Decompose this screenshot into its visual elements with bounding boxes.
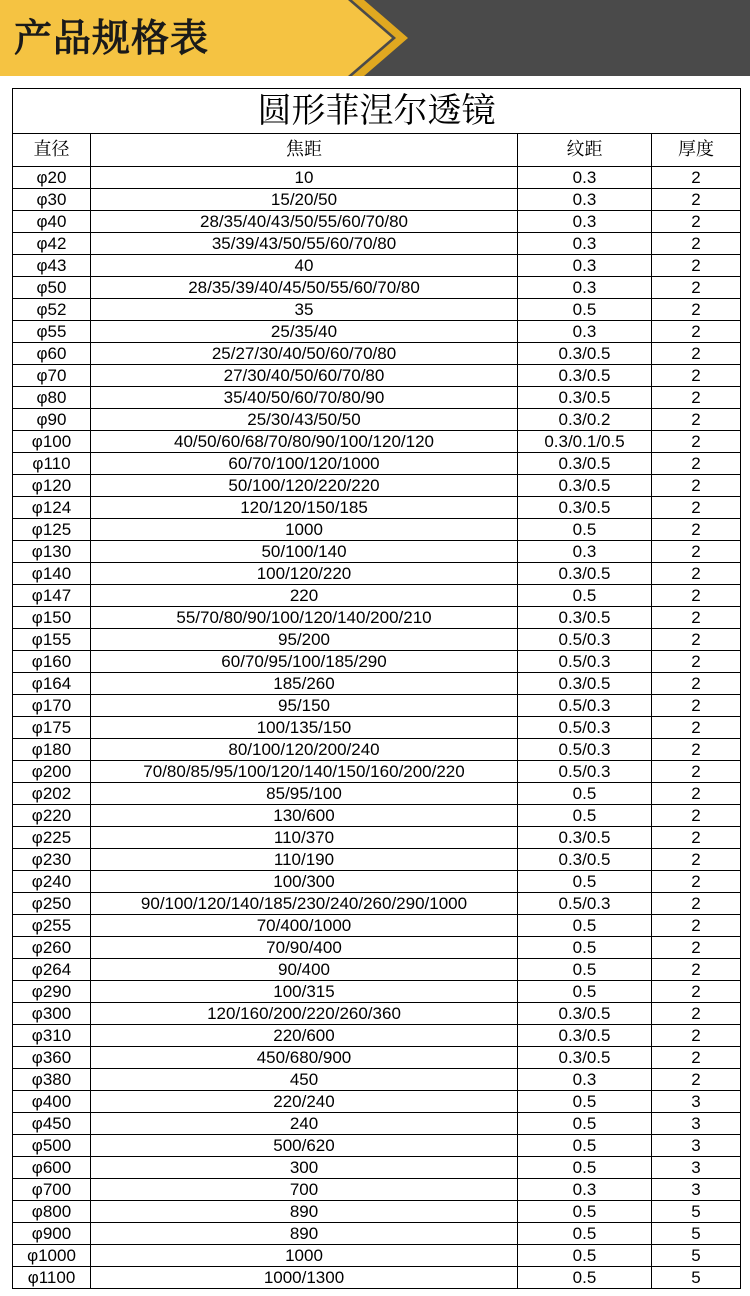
table-row (13, 343, 741, 365)
cell-thickness: 2 (652, 475, 741, 497)
cell-groove-pitch: 0.3/0.5 (518, 453, 652, 475)
table-row (13, 717, 741, 739)
table-row (13, 783, 741, 805)
cell-groove-pitch: 0.3/0.5 (518, 673, 652, 695)
cell-focal-length: 85/95/100 (91, 783, 518, 805)
cell-focal-length: 220/240 (91, 1091, 518, 1113)
cell-diameter: φ180 (13, 739, 91, 761)
cell-groove-pitch: 0.3/0.5 (518, 497, 652, 519)
cell-diameter: φ150 (13, 607, 91, 629)
cell-thickness: 2 (652, 167, 741, 189)
table-row (13, 255, 741, 277)
cell-groove-pitch: 0.3 (518, 321, 652, 343)
table-row (13, 1201, 741, 1223)
cell-thickness: 2 (652, 585, 741, 607)
cell-groove-pitch: 0.3 (518, 255, 652, 277)
cell-focal-length: 90/400 (91, 959, 518, 981)
cell-diameter: φ800 (13, 1201, 91, 1223)
table-row (13, 497, 741, 519)
cell-thickness: 2 (652, 651, 741, 673)
cell-thickness: 2 (652, 1025, 741, 1047)
cell-diameter: φ260 (13, 937, 91, 959)
cell-focal-length: 60/70/100/120/1000 (91, 453, 518, 475)
cell-diameter: φ202 (13, 783, 91, 805)
table-row (13, 431, 741, 453)
cell-focal-length: 55/70/80/90/100/120/140/200/210 (91, 607, 518, 629)
cell-groove-pitch: 0.3 (518, 189, 652, 211)
cell-focal-length: 1000/1300 (91, 1267, 518, 1289)
table-row (13, 629, 741, 651)
cell-thickness: 2 (652, 211, 741, 233)
cell-groove-pitch: 0.3 (518, 1069, 652, 1091)
cell-diameter: φ900 (13, 1223, 91, 1245)
cell-diameter: φ600 (13, 1157, 91, 1179)
cell-groove-pitch: 0.5/0.3 (518, 651, 652, 673)
cell-diameter: φ20 (13, 167, 91, 189)
cell-thickness: 2 (652, 321, 741, 343)
cell-diameter: φ175 (13, 717, 91, 739)
cell-thickness: 2 (652, 959, 741, 981)
cell-diameter: φ300 (13, 1003, 91, 1025)
table-row (13, 915, 741, 937)
cell-groove-pitch: 0.3/0.5 (518, 387, 652, 409)
cell-focal-length: 25/30/43/50/50 (91, 409, 518, 431)
cell-focal-length: 185/260 (91, 673, 518, 695)
cell-thickness: 2 (652, 519, 741, 541)
cell-diameter: φ450 (13, 1113, 91, 1135)
cell-groove-pitch: 0.3 (518, 167, 652, 189)
cell-thickness: 2 (652, 255, 741, 277)
cell-thickness: 2 (652, 233, 741, 255)
cell-groove-pitch: 0.3/0.5 (518, 1025, 652, 1047)
cell-diameter: φ147 (13, 585, 91, 607)
cell-groove-pitch: 0.3 (518, 211, 652, 233)
cell-thickness: 2 (652, 387, 741, 409)
cell-thickness: 5 (652, 1223, 741, 1245)
cell-groove-pitch: 0.5 (518, 871, 652, 893)
cell-groove-pitch: 0.5/0.3 (518, 629, 652, 651)
cell-focal-length: 120/120/150/185 (91, 497, 518, 519)
header-thickness: 厚度 (652, 134, 741, 167)
cell-diameter: φ60 (13, 343, 91, 365)
cell-thickness: 2 (652, 783, 741, 805)
cell-groove-pitch: 0.5 (518, 981, 652, 1003)
cell-diameter: φ125 (13, 519, 91, 541)
table-row (13, 233, 741, 255)
cell-diameter: φ230 (13, 849, 91, 871)
cell-groove-pitch: 0.3 (518, 1179, 652, 1201)
header-diameter: 直径 (13, 134, 91, 167)
cell-diameter: φ225 (13, 827, 91, 849)
table-row (13, 1003, 741, 1025)
table-row (13, 827, 741, 849)
cell-thickness: 5 (652, 1245, 741, 1267)
cell-groove-pitch: 0.3 (518, 541, 652, 563)
cell-diameter: φ1100 (13, 1267, 91, 1289)
cell-diameter: φ170 (13, 695, 91, 717)
cell-focal-length: 25/27/30/40/50/60/70/80 (91, 343, 518, 365)
cell-groove-pitch: 0.5/0.3 (518, 893, 652, 915)
table-row (13, 849, 741, 871)
cell-focal-length: 70/80/85/95/100/120/140/150/160/200/220 (91, 761, 518, 783)
cell-diameter: φ130 (13, 541, 91, 563)
cell-diameter: φ380 (13, 1069, 91, 1091)
cell-groove-pitch: 0.5 (518, 937, 652, 959)
cell-thickness: 2 (652, 805, 741, 827)
cell-groove-pitch: 0.5 (518, 1267, 652, 1289)
cell-focal-length: 15/20/50 (91, 189, 518, 211)
cell-focal-length: 70/90/400 (91, 937, 518, 959)
cell-groove-pitch: 0.3/0.1/0.5 (518, 431, 652, 453)
cell-focal-length: 60/70/95/100/185/290 (91, 651, 518, 673)
cell-focal-length: 100/315 (91, 981, 518, 1003)
cell-diameter: φ40 (13, 211, 91, 233)
header-row (13, 134, 741, 167)
cell-focal-length: 100/135/150 (91, 717, 518, 739)
cell-thickness: 2 (652, 695, 741, 717)
cell-groove-pitch: 0.3/0.5 (518, 1047, 652, 1069)
cell-thickness: 2 (652, 409, 741, 431)
table-row (13, 739, 741, 761)
table-row (13, 1223, 741, 1245)
cell-groove-pitch: 0.3/0.5 (518, 827, 652, 849)
cell-thickness: 2 (652, 365, 741, 387)
cell-focal-length: 35/40/50/60/70/80/90 (91, 387, 518, 409)
cell-focal-length: 25/35/40 (91, 321, 518, 343)
cell-focal-length: 1000 (91, 1245, 518, 1267)
cell-diameter: φ110 (13, 453, 91, 475)
cell-diameter: φ1000 (13, 1245, 91, 1267)
cell-focal-length: 28/35/40/43/50/55/60/70/80 (91, 211, 518, 233)
table-row (13, 189, 741, 211)
cell-thickness: 2 (652, 607, 741, 629)
cell-thickness: 2 (652, 1069, 741, 1091)
cell-thickness: 2 (652, 453, 741, 475)
cell-focal-length: 40 (91, 255, 518, 277)
table-row (13, 321, 741, 343)
table-row (13, 1267, 741, 1289)
cell-diameter: φ140 (13, 563, 91, 585)
table-row (13, 563, 741, 585)
cell-focal-length: 890 (91, 1223, 518, 1245)
cell-focal-length: 50/100/140 (91, 541, 518, 563)
cell-focal-length: 130/600 (91, 805, 518, 827)
cell-thickness: 2 (652, 981, 741, 1003)
cell-thickness: 2 (652, 299, 741, 321)
cell-groove-pitch: 0.5 (518, 1201, 652, 1223)
cell-groove-pitch: 0.3/0.5 (518, 1003, 652, 1025)
cell-thickness: 2 (652, 937, 741, 959)
cell-thickness: 3 (652, 1091, 741, 1113)
banner (0, 0, 750, 76)
table-row (13, 519, 741, 541)
cell-focal-length: 50/100/120/220/220 (91, 475, 518, 497)
table-row (13, 1047, 741, 1069)
cell-thickness: 2 (652, 431, 741, 453)
cell-diameter: φ255 (13, 915, 91, 937)
cell-diameter: φ500 (13, 1135, 91, 1157)
cell-focal-length: 70/400/1000 (91, 915, 518, 937)
cell-groove-pitch: 0.5 (518, 585, 652, 607)
table-row (13, 761, 741, 783)
cell-groove-pitch: 0.5/0.3 (518, 761, 652, 783)
table-row (13, 937, 741, 959)
cell-diameter: φ52 (13, 299, 91, 321)
table-row (13, 277, 741, 299)
cell-diameter: φ55 (13, 321, 91, 343)
table-row (13, 651, 741, 673)
table-row (13, 167, 741, 189)
cell-groove-pitch: 0.5 (518, 1223, 652, 1245)
cell-focal-length: 90/100/120/140/185/230/240/260/290/1000 (91, 893, 518, 915)
cell-focal-length: 35 (91, 299, 518, 321)
cell-diameter: φ164 (13, 673, 91, 695)
table-title: 圆形菲涅尔透镜 (13, 89, 741, 134)
cell-focal-length: 110/370 (91, 827, 518, 849)
cell-groove-pitch: 0.3 (518, 233, 652, 255)
cell-diameter: φ80 (13, 387, 91, 409)
table-row (13, 453, 741, 475)
cell-focal-length: 40/50/60/68/70/80/90/100/120/120 (91, 431, 518, 453)
cell-diameter: φ240 (13, 871, 91, 893)
cell-focal-length: 10 (91, 167, 518, 189)
cell-groove-pitch: 0.5 (518, 915, 652, 937)
cell-diameter: φ310 (13, 1025, 91, 1047)
table-row (13, 695, 741, 717)
cell-focal-length: 35/39/43/50/55/60/70/80 (91, 233, 518, 255)
cell-diameter: φ42 (13, 233, 91, 255)
cell-thickness: 2 (652, 849, 741, 871)
cell-groove-pitch: 0.5 (518, 783, 652, 805)
cell-diameter: φ50 (13, 277, 91, 299)
cell-groove-pitch: 0.5/0.3 (518, 717, 652, 739)
cell-diameter: φ120 (13, 475, 91, 497)
table-row (13, 805, 741, 827)
cell-diameter: φ160 (13, 651, 91, 673)
cell-groove-pitch: 0.3 (518, 277, 652, 299)
table-row (13, 1069, 741, 1091)
cell-thickness: 2 (652, 189, 741, 211)
cell-focal-length: 1000 (91, 519, 518, 541)
cell-focal-length: 450/680/900 (91, 1047, 518, 1069)
cell-groove-pitch: 0.5 (518, 1113, 652, 1135)
cell-groove-pitch: 0.3/0.2 (518, 409, 652, 431)
table-body (13, 167, 741, 1289)
cell-diameter: φ250 (13, 893, 91, 915)
cell-diameter: φ290 (13, 981, 91, 1003)
header-focal-length: 焦距 (91, 134, 518, 167)
cell-focal-length: 100/300 (91, 871, 518, 893)
table-row (13, 585, 741, 607)
cell-thickness: 3 (652, 1157, 741, 1179)
table-row (13, 673, 741, 695)
cell-focal-length: 27/30/40/50/60/70/80 (91, 365, 518, 387)
cell-groove-pitch: 0.5 (518, 299, 652, 321)
cell-focal-length: 240 (91, 1113, 518, 1135)
cell-thickness: 2 (652, 1047, 741, 1069)
cell-diameter: φ90 (13, 409, 91, 431)
cell-groove-pitch: 0.3/0.5 (518, 475, 652, 497)
table-row (13, 1025, 741, 1047)
cell-focal-length: 95/200 (91, 629, 518, 651)
cell-focal-length: 220 (91, 585, 518, 607)
cell-diameter: φ700 (13, 1179, 91, 1201)
cell-thickness: 2 (652, 1003, 741, 1025)
cell-thickness: 2 (652, 497, 741, 519)
cell-diameter: φ220 (13, 805, 91, 827)
cell-groove-pitch: 0.5 (518, 1157, 652, 1179)
cell-thickness: 2 (652, 893, 741, 915)
banner-title: 产品规格表 (14, 16, 210, 60)
table-row (13, 1091, 741, 1113)
cell-diameter: φ100 (13, 431, 91, 453)
cell-focal-length: 110/190 (91, 849, 518, 871)
cell-focal-length: 100/120/220 (91, 563, 518, 585)
cell-groove-pitch: 0.3/0.5 (518, 563, 652, 585)
cell-thickness: 2 (652, 541, 741, 563)
cell-thickness: 2 (652, 563, 741, 585)
table-row (13, 299, 741, 321)
cell-focal-length: 28/35/39/40/45/50/55/60/70/80 (91, 277, 518, 299)
table-row (13, 981, 741, 1003)
table-row (13, 1135, 741, 1157)
cell-diameter: φ43 (13, 255, 91, 277)
cell-groove-pitch: 0.3/0.5 (518, 365, 652, 387)
table-row (13, 387, 741, 409)
cell-diameter: φ155 (13, 629, 91, 651)
cell-thickness: 2 (652, 277, 741, 299)
cell-thickness: 2 (652, 739, 741, 761)
cell-groove-pitch: 0.5 (518, 519, 652, 541)
cell-diameter: φ200 (13, 761, 91, 783)
cell-diameter: φ360 (13, 1047, 91, 1069)
cell-groove-pitch: 0.5/0.3 (518, 695, 652, 717)
cell-diameter: φ30 (13, 189, 91, 211)
cell-thickness: 5 (652, 1201, 741, 1223)
cell-thickness: 2 (652, 827, 741, 849)
table-row (13, 1113, 741, 1135)
cell-groove-pitch: 0.3/0.5 (518, 849, 652, 871)
cell-groove-pitch: 0.3/0.5 (518, 343, 652, 365)
table-row (13, 365, 741, 387)
cell-groove-pitch: 0.5 (518, 959, 652, 981)
table-row (13, 475, 741, 497)
cell-focal-length: 220/600 (91, 1025, 518, 1047)
table-row (13, 959, 741, 981)
cell-thickness: 2 (652, 673, 741, 695)
cell-thickness: 3 (652, 1179, 741, 1201)
cell-thickness: 2 (652, 343, 741, 365)
cell-thickness: 2 (652, 717, 741, 739)
cell-thickness: 2 (652, 629, 741, 651)
table-row (13, 607, 741, 629)
cell-groove-pitch: 0.3/0.5 (518, 607, 652, 629)
cell-focal-length: 890 (91, 1201, 518, 1223)
table-row (13, 1179, 741, 1201)
cell-groove-pitch: 0.5 (518, 1091, 652, 1113)
cell-diameter: φ70 (13, 365, 91, 387)
table-row (13, 541, 741, 563)
spec-table (12, 88, 741, 1289)
table-row (13, 871, 741, 893)
cell-thickness: 2 (652, 761, 741, 783)
cell-diameter: φ264 (13, 959, 91, 981)
cell-thickness: 3 (652, 1113, 741, 1135)
table-row (13, 211, 741, 233)
cell-groove-pitch: 0.5/0.3 (518, 739, 652, 761)
cell-diameter: φ400 (13, 1091, 91, 1113)
cell-thickness: 2 (652, 871, 741, 893)
cell-focal-length: 700 (91, 1179, 518, 1201)
cell-groove-pitch: 0.5 (518, 1245, 652, 1267)
cell-focal-length: 300 (91, 1157, 518, 1179)
cell-groove-pitch: 0.5 (518, 805, 652, 827)
cell-thickness: 3 (652, 1135, 741, 1157)
header-groove-pitch: 纹距 (518, 134, 652, 167)
table-row (13, 893, 741, 915)
cell-focal-length: 80/100/120/200/240 (91, 739, 518, 761)
table-row (13, 409, 741, 431)
table-row (13, 1245, 741, 1267)
cell-thickness: 5 (652, 1267, 741, 1289)
cell-diameter: φ124 (13, 497, 91, 519)
cell-focal-length: 450 (91, 1069, 518, 1091)
cell-thickness: 2 (652, 915, 741, 937)
table-row (13, 1157, 741, 1179)
cell-focal-length: 95/150 (91, 695, 518, 717)
cell-groove-pitch: 0.5 (518, 1135, 652, 1157)
cell-focal-length: 120/160/200/220/260/360 (91, 1003, 518, 1025)
cell-focal-length: 500/620 (91, 1135, 518, 1157)
